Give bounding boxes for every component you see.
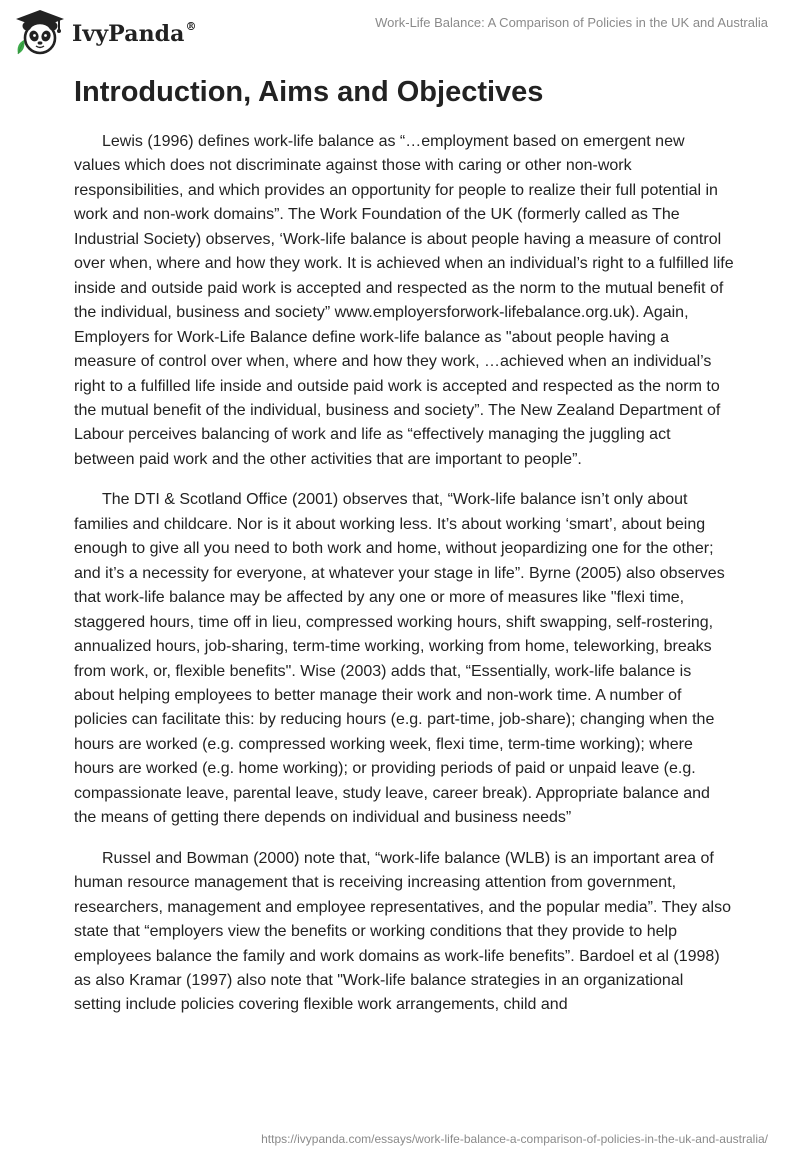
- paragraph-2: The DTI & Scotland Office (2001) observes that, “Work-life balance isn’t only about families and childcare. Nor is it about working less. It’s about working ‘smart’, about being enough to give all you need to both work and home, without jeopardizing one for the other; and it’s a necessity for everyone, at whatever your stage in life”. Byrne (2005) also observes that work-life balance may be affected by any one or more of measures like "flexi time, staggered hours, time off in lieu, compressed working hours, shift swapping, self-rostering, annualized hours, job-sharing, term-time working, working from home, teleworking, breaks from work, or, flexible benefits". Wise (2003) adds that, “Essentially, work-life balance is about helping employees to better manage their work and non-work time. A number of policies can facilitate this: by reducing hours (e.g. part-time, job-share); changing when the hours are worked (e.g. compressed working week, flexi time, term-time working); where hours are worked (e.g. home working); or providing periods of paid or unpaid leave (e.g. compassionate leave, parental leave, study leave, career break). Appropriate balance and the means of getting there depends on individual and business needs”: [74, 491, 725, 827]
- paragraph-3: Russel and Bowman (2000) note that, “work-life balance (WLB) is an important area of human resource management that is receiving increasing attention from government, researchers, management and employee representatives, and the popular media”. They also state that “employers view the benefits or working conditions that they provide to help employees balance the family and work domains as work-life benefits”. Bardoel et al (1998) as also Kramar (1997) also note that "Work-life balance strategies in an organizational setting include policies covering flexible work arrangements, child and: [74, 849, 731, 1014]
- source-url[interactable]: https://ivypanda.com/essays/work-life-balance-a-comparison-of-policies-in-the-uk-and-australia/: [261, 1132, 768, 1146]
- brand-name: IvyPanda®: [72, 20, 197, 47]
- page-header: [0, 0, 800, 62]
- panda-graduate-icon: [14, 8, 66, 58]
- article-body: [74, 74, 734, 1034]
- section-heading: Introduction, Aims and Objectives: [74, 76, 544, 108]
- brand-logo[interactable]: [14, 8, 197, 58]
- paragraph-1: Lewis (1996) defines work-life balance as “…employment based on emergent new values which does not discriminate against those with caring or other non-work responsibilities, and which provides an opportunity for people to realize their full potential in work and non-work domains”. The Work Foundation of the UK (formerly called as The Industrial Society) observes, ‘Work-life balance is about people having a measure of control over when, where and how they work. It is achieved when an individual’s right to a fulfilled life inside and outside paid work is accepted and respected as the norm to the mutual benefit of the individual, business and society” www.employersforwork-lifebalance.org.uk). Again, Employers for Work-Life Balance define work-life balance as "about people having a measure of control over when, where and how they work, …achieved when an individual’s right to a fulfilled life inside and outside paid work is accepted and respected as the norm to the mutual benefit of the individual, business and society”. The New Zealand Department of Labour perceives balancing of work and life as “effectively managing the juggling act between paid work and the other activities that are important to people”.: [74, 133, 734, 468]
- document-title: Work-Life Balance: A Comparison of Policies in the UK and Australia: [375, 15, 768, 30]
- registered-mark: ®: [185, 20, 197, 33]
